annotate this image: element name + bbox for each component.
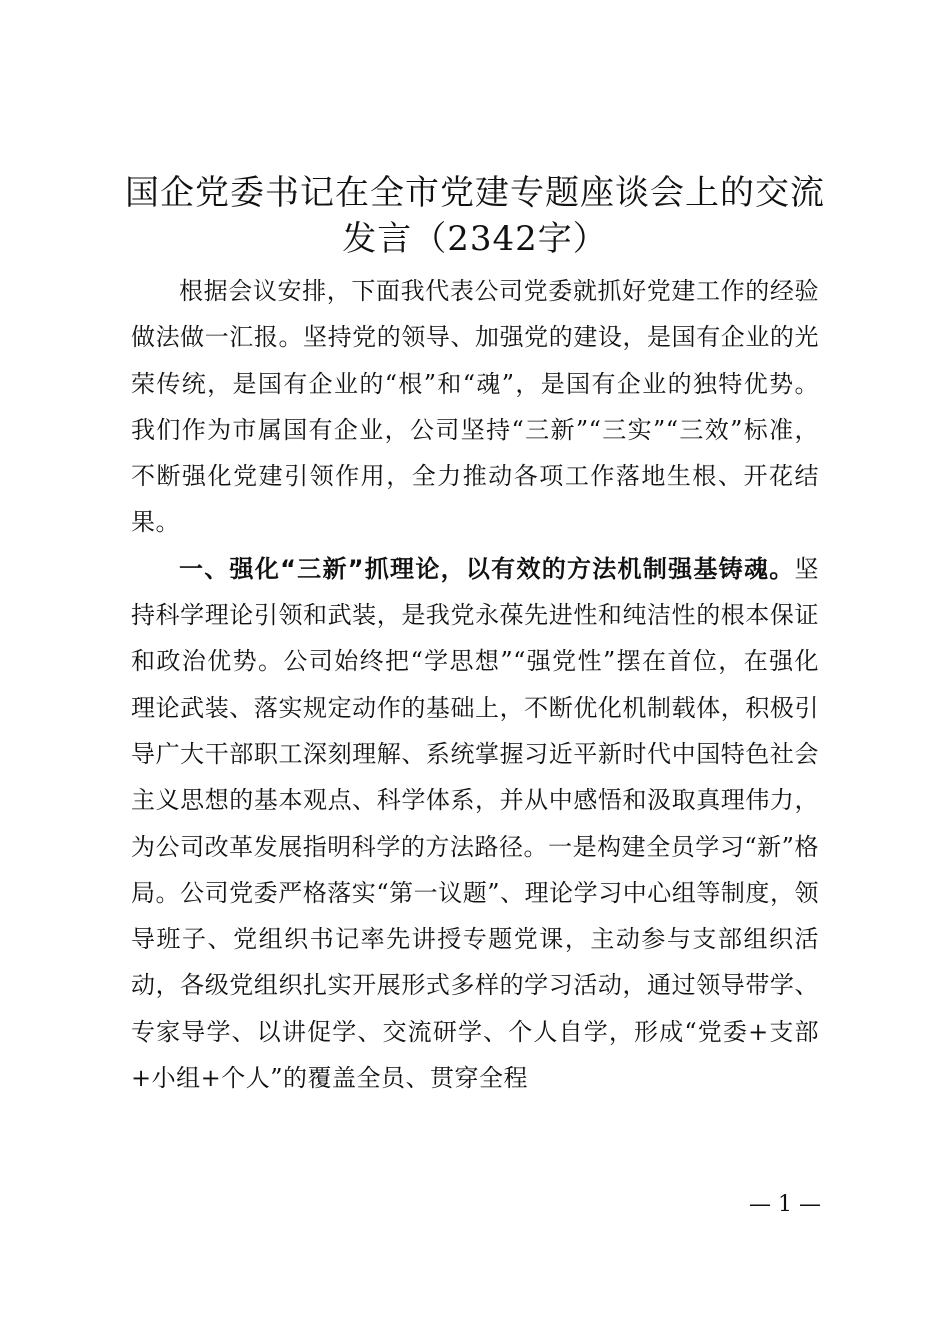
intro-paragraph: 根据会议安排，下面我代表公司党委就抓好党建工作的经验做法做一汇报。坚持党的领导、加强党的建设，是国有企业的光荣传统，是国有企业的“根”和“魂”，是国有企业的独特优势。我们作为市属国有企业，公司坚持“三新”“三实”“三效”标准，不断强化党建引领作用，全力推动各项工作落地生根、开花结果。 xyxy=(131,277,819,537)
page-number: — 1 — xyxy=(749,1192,821,1217)
section-1-body: 坚持科学理论引领和武装，是我党永葆先进性和纯洁性的根本保证和政治优势。公司始终把“学思想”“强党性”摆在首位，在强化理论武装、落实规定动作的基础上，不断优化机制载体，积极引导广大干部职工深刻理解、系统掌握习近平新时代中国特色社会主义思想的基本观点、科学体系，并从中感悟和汲取真理伟力，为公司改革发展指明科学的方法路径。一是构建全员学习“新”格局。公司党委严格落实“第一议题”、理论学习中心组等制度，领导班子、党组织书记率先讲授专题党课，主动参与支部组织活动，各级党组织扎实开展形式多样的学习活动，通过领导带学、专家导学、以讲促学、交流研学、个人自学，形成“党委+支部+小组+个人”的覆盖全员、贯穿全程 xyxy=(131,554,819,1093)
section-1-paragraph xyxy=(131,546,819,1102)
title-line-1: 国企党委书记在全市党建专题座谈会上的交流 xyxy=(125,173,825,213)
document-title xyxy=(118,170,832,262)
title-line-2: 发言（2342字） xyxy=(342,219,608,259)
document-body xyxy=(131,268,819,1101)
section-1-heading: 一、强化“三新”抓理论，以有效的方法机制强基铸魂。 xyxy=(179,554,795,583)
